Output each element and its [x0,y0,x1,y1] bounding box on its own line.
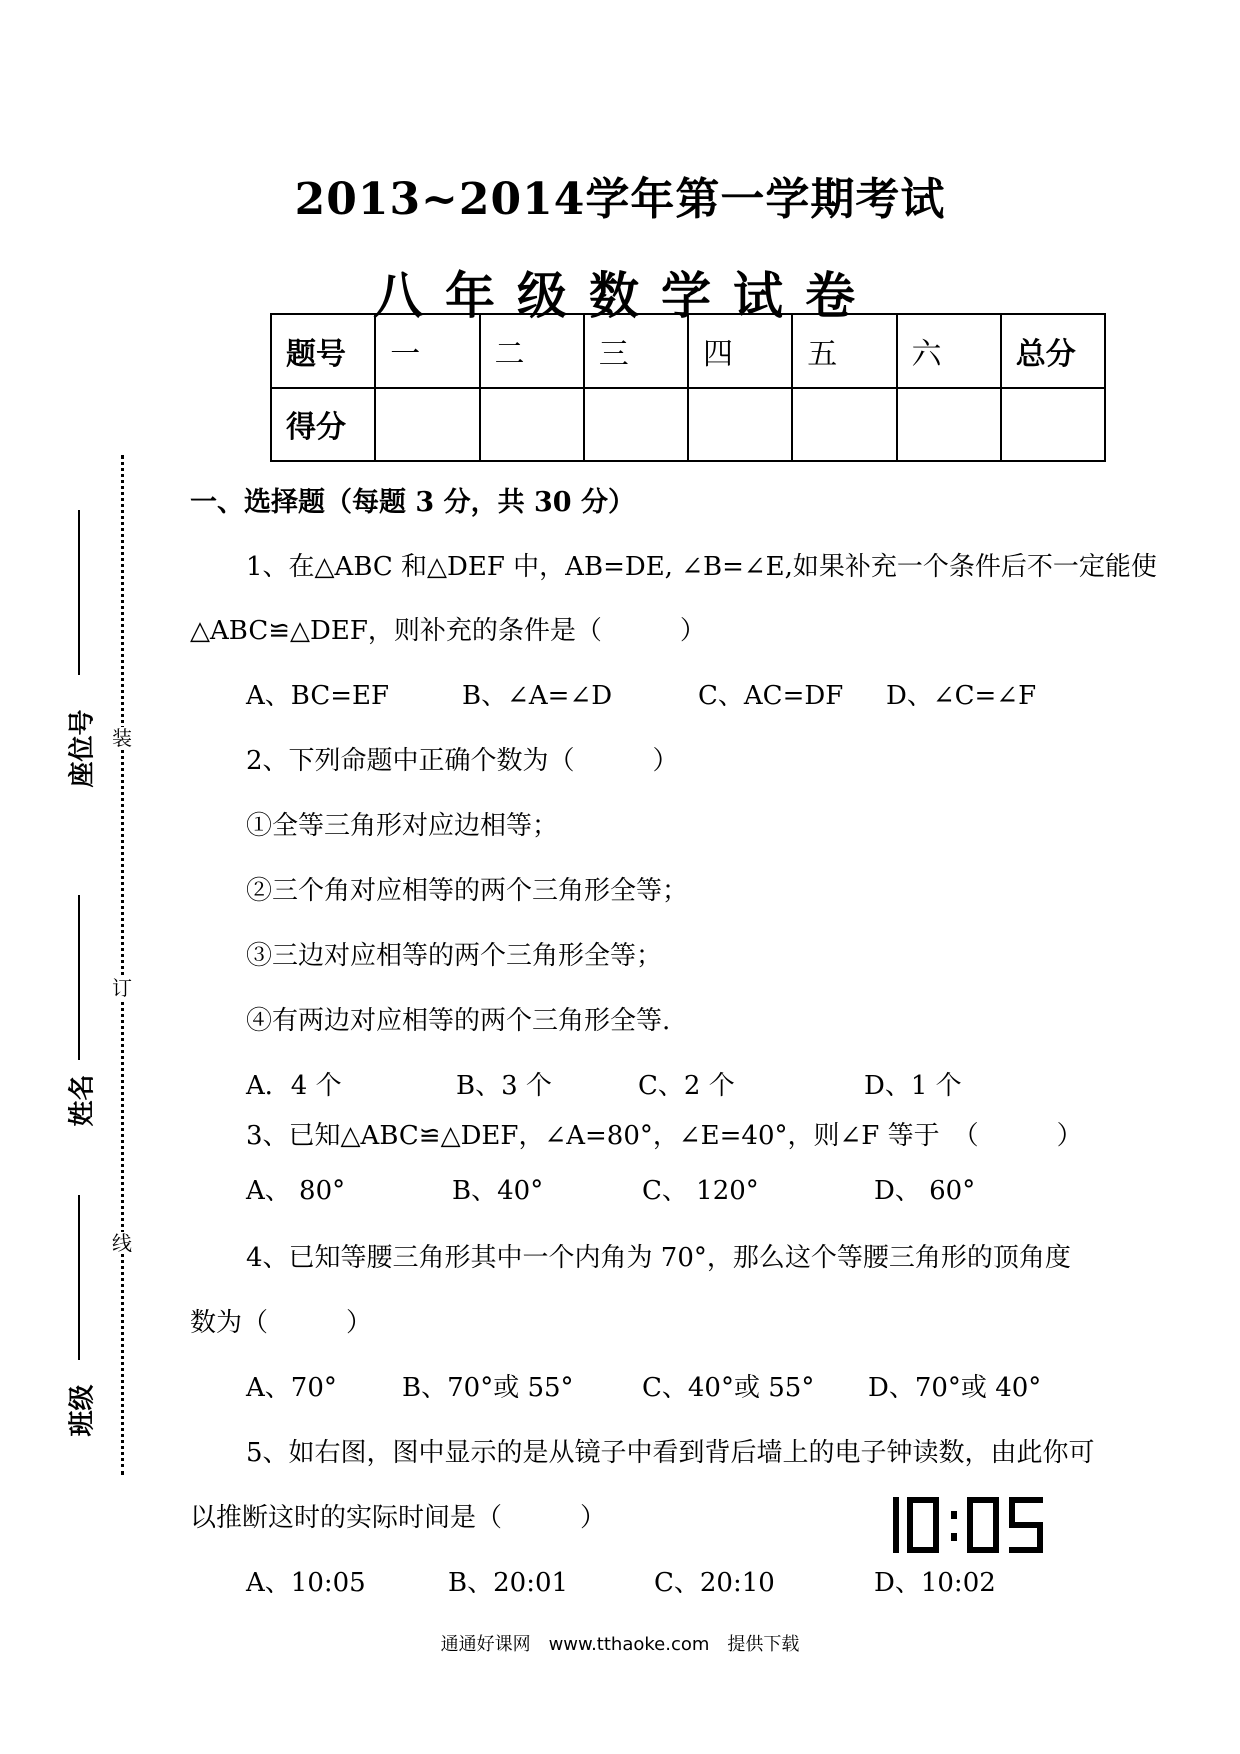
paper-subtitle: 八年级数学试卷 [373,266,877,325]
score-entry [375,388,479,462]
q2-option-b: B、3 个 [456,1071,552,1101]
seat-number-blank [78,510,80,675]
binding-char-xian: 线 [112,1231,132,1255]
q2-item-1: ①全等三角形对应边相等； [246,811,559,841]
class-blank [78,1195,80,1360]
score-cell-q3: 三 [584,314,688,388]
name-blank [78,895,80,1060]
name-label: 姓名 [67,1074,98,1127]
q4-line2: 数为（ ） [190,1308,373,1338]
q3-stem: 3、已知△ABC≌△DEF，∠A=80°，∠E=40°，则∠F 等于 （ ） [246,1121,1083,1151]
score-entry [584,388,688,462]
score-row-label: 得分 [271,388,375,462]
q2-option-d: D、1 个 [864,1071,962,1101]
q5-option-c: C、20:10 [654,1568,775,1598]
score-cell-label: 题号 [271,314,375,388]
score-cell-q1: 一 [375,314,479,388]
exam-title: 2013~2014学年第一学期考试 [294,174,946,225]
q1-line2: △ABC≌△DEF，则补充的条件是（ ） [190,616,706,646]
q5-line1: 5、如右图，图中显示的是从镜子中看到背后墙上的电子钟读数，由此你可 [246,1438,1095,1468]
score-entry [480,388,584,462]
q1-option-b: B、∠A=∠D [462,681,613,711]
q2-option-a: A．4 个 [246,1071,342,1101]
q2-item-3: ③三边对应相等的两个三角形全等； [246,941,663,971]
digital-clock-image [888,1496,1048,1554]
score-cell-q6: 六 [897,314,1001,388]
q2-item-4: ④有两边对应相等的两个三角形全等. [246,1006,671,1036]
seat-number-label: 座位号 [67,709,98,788]
score-cell-q5: 五 [792,314,896,388]
q1-option-a: A、BC=EF [246,681,390,711]
q4-line1: 4、已知等腰三角形其中一个内角为 70°，那么这个等腰三角形的顶角度 [246,1243,1071,1273]
q4-option-c: C、40°或 55° [642,1373,815,1403]
score-entry [1001,388,1105,462]
score-cell-q2: 二 [480,314,584,388]
score-cell-q4: 四 [688,314,792,388]
q5-option-d: D、10:02 [874,1568,996,1598]
score-table-header-row [271,314,1105,388]
q2-option-c: C、2 个 [638,1071,735,1101]
q2-item-2: ②三个角对应相等的两个三角形全等； [246,876,689,906]
binding-dotted-line [121,455,124,1475]
q3-option-c: C、 120° [642,1176,759,1206]
section-heading: 一、选择题（每题 3 分，共 30 分） [190,487,635,518]
q3-option-d: D、 60° [874,1176,976,1206]
q4-option-b: B、70°或 55° [402,1373,574,1403]
binding-char-ding: 订 [112,976,132,1000]
score-cell-total: 总分 [1001,314,1105,388]
class-label: 班级 [67,1384,98,1437]
binding-char-zhuang: 装 [112,726,132,750]
q4-option-d: D、70°或 40° [868,1373,1042,1403]
score-entry [897,388,1001,462]
q1-option-d: D、∠C=∠F [886,681,1037,711]
q1-line1: 1、在△ABC 和△DEF 中，AB=DE, ∠B=∠E,如果补充一个条件后不一定能使 [246,552,1157,582]
q1-option-c: C、AC=DF [698,681,844,711]
q2-stem: 2、下列命题中正确个数为（ ） [246,746,679,776]
score-table-score-row [271,388,1105,462]
q5-option-a: A、10:05 [246,1568,366,1598]
q4-option-a: A、70° [246,1373,337,1403]
score-entry [688,388,792,462]
q5-option-b: B、20:01 [448,1568,569,1598]
score-entry [792,388,896,462]
q5-line2: 以推断这时的实际时间是（ ） [190,1503,607,1533]
q3-option-a: A、 80° [246,1176,346,1206]
score-table [270,313,1106,462]
q3-option-b: B、40° [452,1176,544,1206]
footer-credit: 通通好课网 www.tthaoke.com 提供下载 [440,1634,800,1655]
